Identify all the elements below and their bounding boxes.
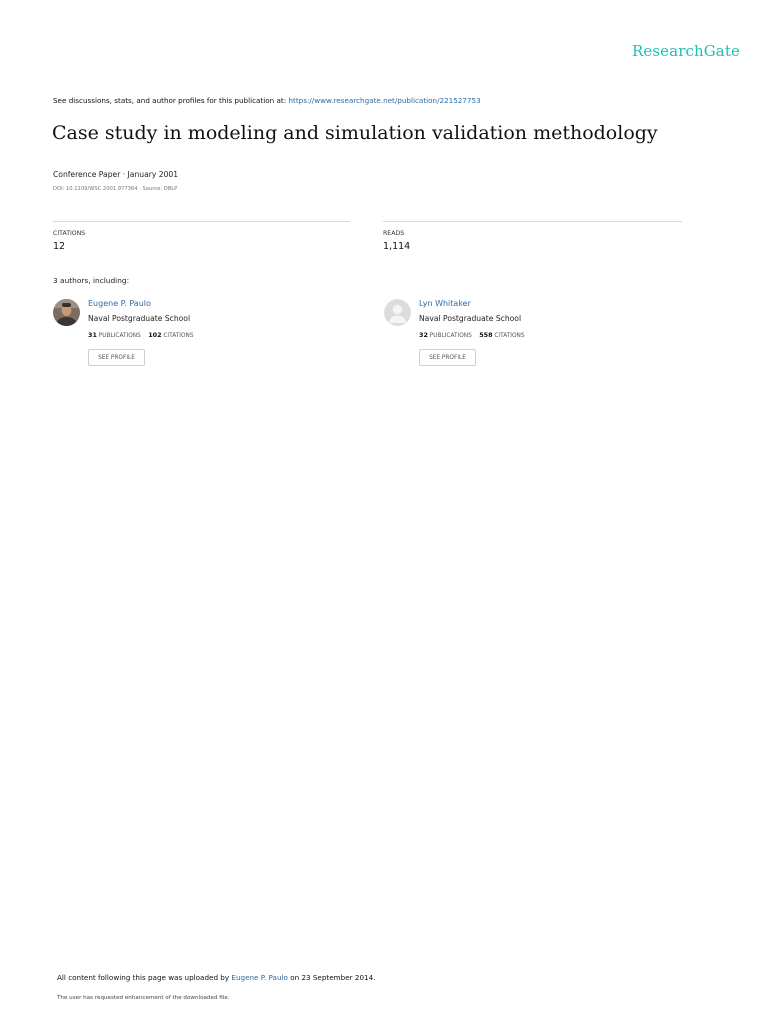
citations-label: CITATIONS <box>494 333 525 339</box>
author-name[interactable]: Lyn Whitaker <box>419 299 471 308</box>
publication-type: Conference Paper · January 2001 <box>53 170 179 179</box>
uploader-link[interactable]: Eugene P. Paulo <box>231 973 288 982</box>
reads-divider <box>383 221 682 222</box>
author-institution: Naval Postgraduate School <box>88 314 191 323</box>
see-profile-button[interactable]: SEE PROFILE <box>88 349 145 366</box>
author-stats <box>419 331 525 339</box>
citations-label: CITATIONS <box>53 230 86 237</box>
citations-value: 12 <box>53 241 66 252</box>
avatar[interactable] <box>53 299 80 326</box>
publications-count: 31 <box>88 331 97 339</box>
upload-suffix: on 23 September 2014. <box>290 973 376 982</box>
publication-title: Case study in modeling and simulation validation methodology <box>52 122 658 144</box>
publication-doi: DOI: 10.1109/WSC.2001.977364 · Source: DBLP <box>53 186 178 192</box>
authors-heading: 3 authors, including: <box>53 276 130 285</box>
publication-link[interactable]: https://www.researchgate.net/publication/221527753 <box>288 96 481 105</box>
citations-label: CITATIONS <box>163 333 194 339</box>
researchgate-logo[interactable]: ResearchGate <box>632 42 740 60</box>
default-user-icon <box>384 299 411 326</box>
reads-value: 1,114 <box>383 241 411 252</box>
enhancement-note: The user has requested enhancement of the downloaded file. <box>57 995 230 1001</box>
publications-label: PUBLICATIONS <box>429 333 472 339</box>
upload-note <box>57 973 375 982</box>
discussion-text: See discussions, stats, and author profiles for this publication at: <box>53 96 287 105</box>
author-name[interactable]: Eugene P. Paulo <box>88 299 151 308</box>
discussion-line <box>53 96 481 105</box>
citations-count: 558 <box>479 331 493 339</box>
publications-label: PUBLICATIONS <box>98 333 141 339</box>
citations-divider <box>53 221 350 222</box>
author-institution: Naval Postgraduate School <box>419 314 522 323</box>
citations-count: 102 <box>148 331 162 339</box>
publications-count: 32 <box>419 331 428 339</box>
author-photo-icon <box>53 299 80 326</box>
reads-label: READS <box>383 230 405 237</box>
author-stats <box>88 331 194 339</box>
see-profile-button[interactable]: SEE PROFILE <box>419 349 476 366</box>
upload-prefix: All content following this page was uploaded by <box>57 973 230 982</box>
avatar[interactable] <box>384 299 411 326</box>
